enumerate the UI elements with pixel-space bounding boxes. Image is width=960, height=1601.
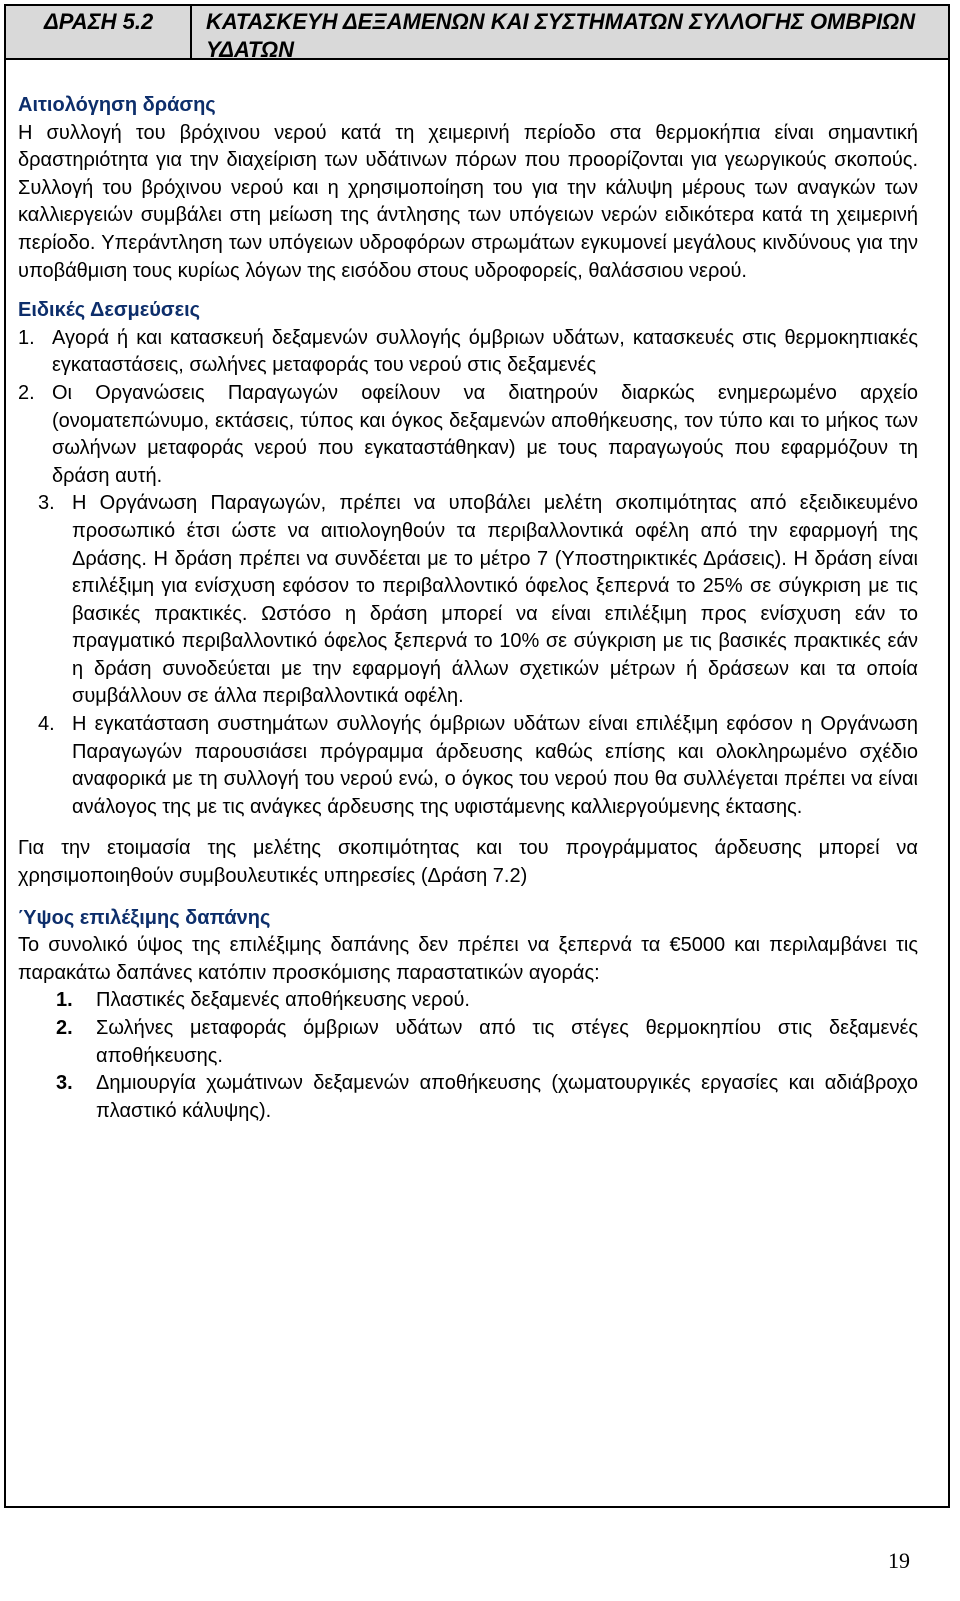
list-item-text: Αγορά ή και κατασκευή δεξαμενών συλλογής όμβριων υδάτων, κατασκευές στις θερμοκηπιακές εγκαταστάσεις, σωλήνες μεταφοράς του νερού στις δεξαμενές [52,326,918,377]
list-item [56,987,918,1015]
action-code: ΔΡΑΣΗ 5.2 [6,6,192,58]
eligible-expense-text: Το συνολικό ύψος της επιλέξιμης δαπάνης δεν πρέπει να ξεπερνά τα €5000 και περιλαμβάνει τις παρακάτω δαπάνες κατόπιν προσκόμισης παραστατικών αγοράς: [18,934,918,984]
list-item-text: Οι Οργανώσεις Παραγωγών οφείλουν να διατηρούν διαρκώς ενημερωμένο αρχείο (ονοματεπώνυμο, εκτάσεις, τύπος και όγκος δεξαμενών αποθήκευσης, τον τύπο και το μήκος των σωλήνων μεταφοράς νερού που εγκαταστάθηκαν) με τους παραγωγούς που εφαρμόζουν τη δράση αυτή. [52,381,918,487]
list-item-text: Η εγκατάσταση συστημάτων συλλογής όμβριων υδάτων είναι επιλέξιμη εφόσον η Οργάνωση Παραγωγών παρουσιάσει πρόγραμμα άρδευσης καθώς επίσης και ολοκληρωμένο σχέδιο αναφορικά με τη συλλογή του νερού ενώ, ο όγκος του νερού που θα συλλέγεται πρέπει να είναι ανάλογος της με τις ανάγκες άρδευσης της υφιστάμενης καλλιεργούμενης έκτασης. [72,713,918,818]
list-item [18,711,918,821]
list-item-number: 4. [38,713,55,736]
list-item-text: Πλαστικές δεξαμενές αποθήκευσης νερού. [96,989,470,1012]
list-item-number: 1. [18,326,35,349]
eligible-expense-list [18,987,918,1125]
list-item [18,490,918,711]
list-item-text: Δημιουργία χωμάτινων δεξαμενών αποθήκευσης (χωματουργικές εργασίες και αδιάβροχο πλαστικό κάλυψης). [96,1072,918,1122]
justification-text: Η συλλογή του βρόχινου νερού κατά τη χειμερινή περίοδο στα θερμοκήπια είναι σημαντική δραστηριότητα για την διαχείριση των υδάτινων πόρων που προορίζονται για γεωργικούς σκοπούς. Συλλογή του βρόχινου νερού και η χρησιμοποίηση του για την κάλυψη μέρους των αναγκών των καλλιεργειών συμβάλει στη μείωση της άντλησης των υπόγειων νερών ειδικότερα κατά τη χειμερινή περίοδο. Υπεράντληση των υπόγειων υδροφόρων στρωμάτων εγκυμονεί μεγάλους κινδύνους για την υποβάθμιση τους κυρίως λόγων της εισόδου στους υδροφορείς, θαλάσσιου νερού. [18,121,918,282]
list-item [56,1015,918,1070]
justification-heading: Αιτιολόγηση δράσης [18,94,216,116]
list-item-number: 3. [38,492,55,515]
list-item-number: 3. [56,1072,73,1095]
eligible-expense-heading: Ύψος επιλέξιμης δαπάνης [18,906,271,929]
document-body [18,92,918,1125]
list-item-number: 2. [56,1017,73,1039]
list-item [18,325,918,380]
list-item-number: 1. [56,989,73,1012]
action-title: ΚΑΤΑΣΚΕΥΗ ΔΕΞΑΜΕΝΩΝ ΚΑΙ ΣΥΣΤΗΜΑΤΩΝ ΣΥΛΛΟΓΗΣ ΟΜΒΡΙΩΝ ΥΔΑΤΩΝ [206,9,916,62]
page-number: 19 [888,1548,910,1573]
list-item-text: Η Οργάνωση Παραγωγών, πρέπει να υποβάλει μελέτη σκοπιμότητας από εξειδικευμένο προσωπικό έτσι ώστε να αιτιολογηθούν τα περιβαλλοντικά οφέλη από την εφαρμογή της Δράσης. Η δράση πρέπει να συνδέεται με το μέτρο 7 (Υποστηρικτικές Δράσεις). Η δράση είναι επιλέξιμη για ενίσχυση εφόσον το περιβαλλοντικό όφελος ξεπερνά το 25% σε σύγκριση με τις βασικές πρακτικές. Ωστόσο η δράση μπορεί να είναι επιλέξιμη προς ενίσχυση εάν το πραγματικό περιβαλλοντικό όφελος ξεπερνά το 10% σε σύγκριση με τις βασικές πρακτικές εάν η δράση συνοδεύεται με την εφαρμογή άλλων σχετικών μέτρων ή δράσεων και τα οποία συμβάλλουν σε άλλα περιβαλλοντικά οφέλη. [72,492,918,708]
commitments-heading: Ειδικές Δεσμεύσεις [18,299,201,322]
action-header [4,4,950,60]
list-item [18,380,918,490]
list-item [56,1070,918,1125]
commitments-list [18,325,918,822]
consulting-note: Για την ετοιμασία της μελέτης σκοπιμότητας και του προγράμματος άρδευσης μπορεί να χρησιμοποιηθούν συμβουλευτικές υπηρεσίες (Δράση 7.2) [18,837,918,888]
list-item-number: 2. [18,381,35,404]
list-item-text: Σωλήνες μεταφοράς όμβριων υδάτων από τις στέγες θερμοκηπίου στις δεξαμενές αποθήκευσης. [96,1017,918,1067]
